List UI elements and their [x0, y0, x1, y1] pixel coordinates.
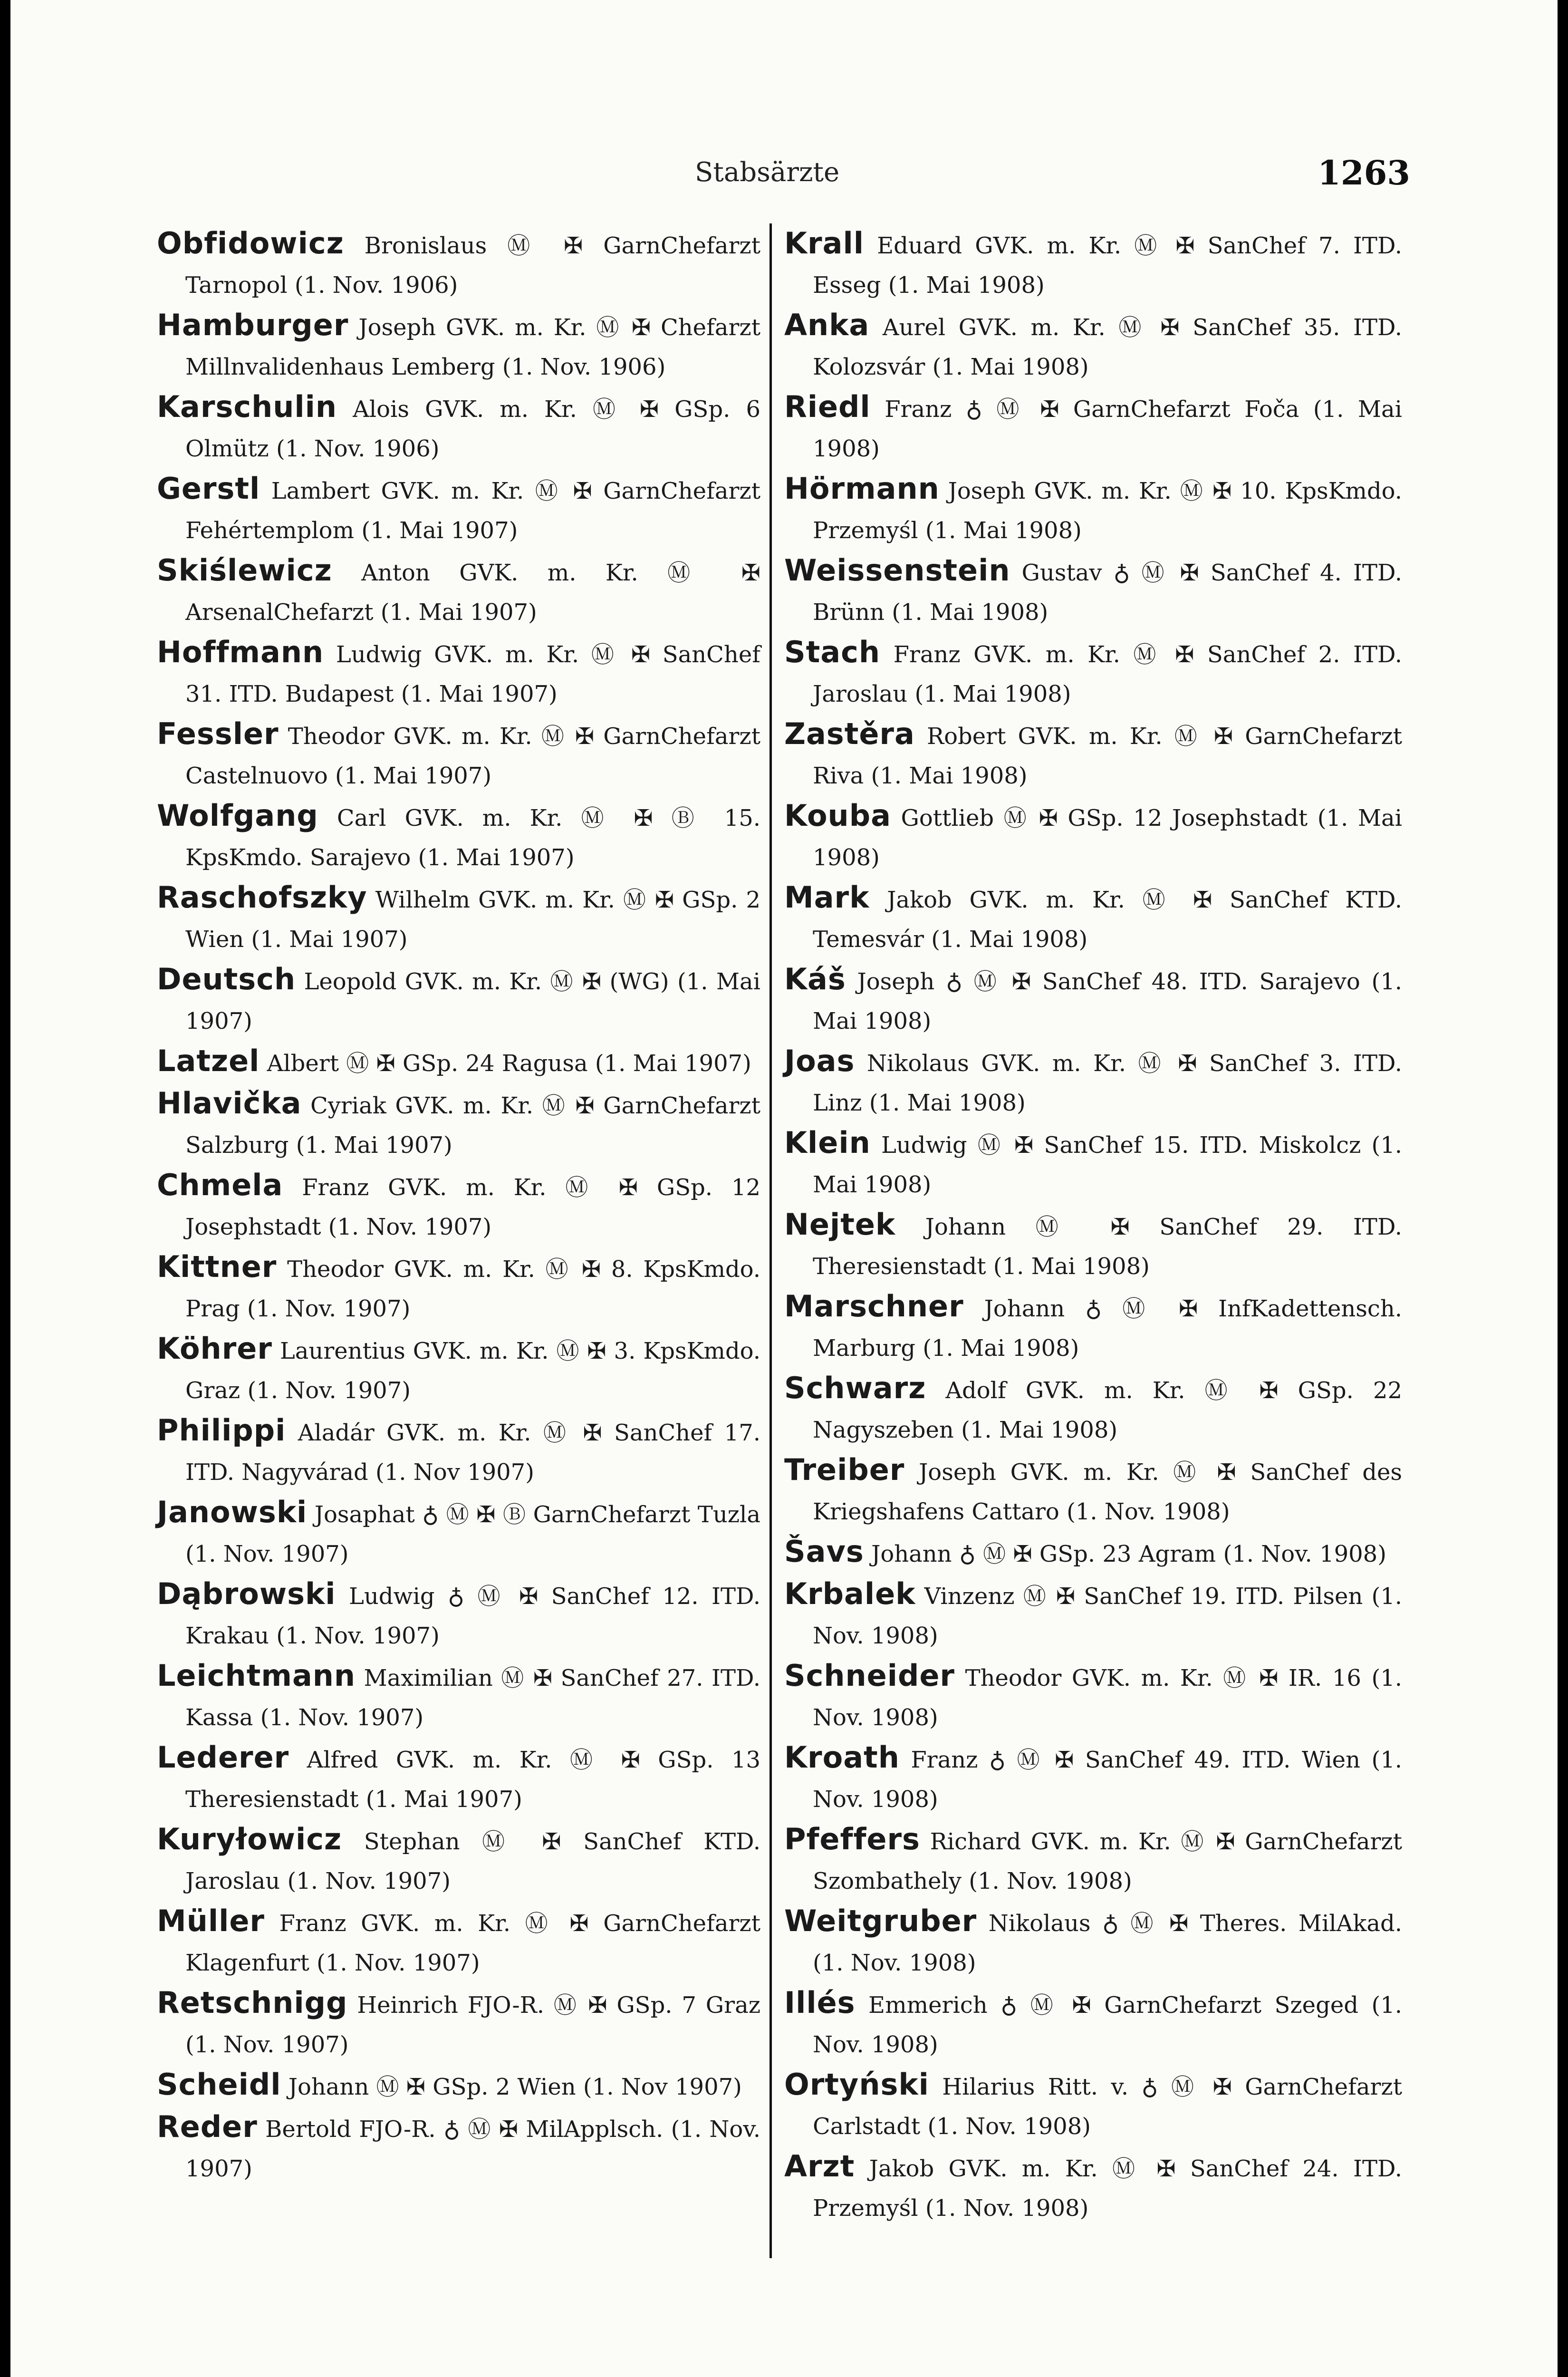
- register-entry: [157, 1329, 760, 1411]
- entry-surname: Illés: [784, 1985, 856, 2020]
- entry-details: Maximilian Ⓜ ✠ SanChef 27. ITD. Kassa (1. Nov. 1907): [185, 1665, 760, 1731]
- entry-surname: Šavs: [784, 1534, 864, 1569]
- entry-surname: Kroath: [784, 1740, 900, 1775]
- entry-surname: Weitgruber: [784, 1904, 977, 1938]
- register-entry: [157, 1247, 760, 1329]
- entry-details: Eduard GVK. m. Kr. Ⓜ ✠ SanChef 7. ITD. Esseg (1. Mai 1908): [813, 232, 1402, 299]
- scan-edge-right: [1558, 0, 1568, 2377]
- entry-details: Franz GVK. m. Kr. Ⓜ ✠ SanChef 2. ITD. Jaroslau (1. Mai 1908): [813, 641, 1402, 707]
- entry-details: Laurentius GVK. m. Kr. Ⓜ ✠ 3. KpsKmdo. Graz (1. Nov. 1907): [185, 1338, 760, 1404]
- entry-details: Aladár GVK. m. Kr. Ⓜ ✠ SanChef 17. ITD. Nagyvárad (1. Nov 1907): [185, 1420, 760, 1486]
- page-number: 1263: [1318, 153, 1410, 193]
- register-entry: [784, 714, 1402, 796]
- entry-details: Anton GVK. m. Kr. Ⓜ ✠ ArsenalChefarzt (1. Mai 1907): [185, 560, 760, 626]
- entry-surname: Retschnigg: [157, 1985, 348, 2020]
- register-entry: [784, 469, 1402, 551]
- register-entry: [784, 551, 1402, 632]
- entry-details: Johann ♁ Ⓜ ✠ InfKadettensch. Marburg (1. Mai 1908): [813, 1295, 1402, 1362]
- column-divider: [770, 223, 772, 2258]
- entry-surname: Hlavička: [157, 1086, 302, 1121]
- entry-details: Gottlieb Ⓜ ✠ GSp. 12 Josephstadt (1. Mai 1908): [813, 805, 1402, 871]
- entry-details: Jakob GVK. m. Kr. Ⓜ ✠ SanChef KTD. Temesvár (1. Mai 1908): [813, 887, 1402, 953]
- register-entry: [157, 1492, 760, 1574]
- register-entry: [157, 1411, 760, 1492]
- register-entry: [784, 2065, 1402, 2146]
- register-entry: [157, 959, 760, 1041]
- register-entry: [784, 1286, 1402, 1368]
- entry-surname: Krall: [784, 226, 864, 261]
- entry-surname: Hörmann: [784, 471, 940, 506]
- entry-surname: Ortyński: [784, 2067, 929, 2102]
- entry-details: Theodor GVK. m. Kr. Ⓜ ✠ GarnChefarzt Castelnuovo (1. Mai 1907): [185, 723, 760, 789]
- entry-details: Carl GVK. m. Kr. Ⓜ ✠ Ⓑ 15. KpsKmdo. Sarajevo (1. Mai 1907): [185, 805, 760, 871]
- entry-surname: Kouba: [784, 798, 891, 833]
- entry-surname: Skiślewicz: [157, 553, 332, 588]
- entry-details: Joseph GVK. m. Kr. Ⓜ ✠ 10. KpsKmdo. Przemyśl (1. Mai 1908): [813, 478, 1402, 544]
- entry-details: Joseph GVK. m. Kr. Ⓜ ✠ Chefarzt Millnvalidenhaus Lemberg (1. Nov. 1906): [185, 314, 760, 380]
- register-entry: [157, 878, 760, 959]
- entry-surname: Dąbrowski: [157, 1576, 336, 1611]
- entry-details: Bronislaus Ⓜ ✠ GarnChefarzt Tarnopol (1. Nov. 1906): [185, 232, 760, 299]
- entry-details: Franz GVK. m. Kr. Ⓜ ✠ GarnChefarzt Klagenfurt (1. Nov. 1907): [185, 1910, 760, 1976]
- register-entry: [157, 551, 760, 632]
- entry-surname: Hoffmann: [157, 635, 324, 669]
- register-entry: [157, 1165, 760, 1247]
- entry-details: Franz ♁ Ⓜ ✠ SanChef 49. ITD. Wien (1. Nov. 1908): [813, 1747, 1402, 1813]
- register-entry: [784, 1901, 1402, 1983]
- register-entry: [784, 387, 1402, 469]
- entry-surname: Anka: [784, 308, 870, 342]
- entry-details: Ludwig ♁ Ⓜ ✠ SanChef 12. ITD. Krakau (1. Nov. 1907): [185, 1583, 760, 1649]
- entry-details: Heinrich FJO-R. Ⓜ ✠ GSp. 7 Graz (1. Nov. 1907): [185, 1992, 760, 2058]
- entry-surname: Deutsch: [157, 962, 296, 996]
- entry-details: Hilarius Ritt. v. ♁ Ⓜ ✠ GarnChefarzt Carlstadt (1. Nov. 1908): [813, 2074, 1402, 2140]
- register-entry: [784, 959, 1402, 1041]
- register-entry: [784, 1123, 1402, 1205]
- entry-details: Robert GVK. m. Kr. Ⓜ ✠ GarnChefarzt Riva (1. Mai 1908): [813, 723, 1402, 789]
- entry-surname: Weissenstein: [784, 553, 1010, 588]
- register-entry: [157, 1041, 760, 1083]
- entry-details: Franz ♁ Ⓜ ✠ GarnChefarzt Foča (1. Mai 1908): [813, 396, 1402, 462]
- entry-surname: Mark: [784, 880, 870, 915]
- entry-details: Cyriak GVK. m. Kr. Ⓜ ✠ GarnChefarzt Salzburg (1. Mai 1907): [185, 1092, 760, 1159]
- register-entry: [157, 469, 760, 551]
- entry-details: Stephan Ⓜ ✠ SanChef KTD. Jaroslau (1. Nov. 1907): [185, 1828, 760, 1894]
- entry-surname: Kuryłowicz: [157, 1822, 342, 1856]
- entry-surname: Schwarz: [784, 1371, 926, 1405]
- register-entry: [784, 1532, 1402, 1574]
- entry-details: Johann Ⓜ ✠ SanChef 29. ITD. Theresienstadt (1. Mai 1908): [813, 1214, 1402, 1280]
- entry-details: Gustav ♁ Ⓜ ✠ SanChef 4. ITD. Brünn (1. Mai 1908): [813, 560, 1402, 626]
- register-entry: [157, 1083, 760, 1165]
- entry-details: Alois GVK. m. Kr. Ⓜ ✠ GSp. 6 Olmütz (1. Nov. 1906): [185, 396, 760, 462]
- entry-surname: Leichtmann: [157, 1658, 356, 1693]
- entry-surname: Káš: [784, 962, 846, 996]
- entry-details: Theodor GVK. m. Kr. Ⓜ ✠ 8. KpsKmdo. Prag (1. Nov. 1907): [185, 1256, 760, 1322]
- register-entry: [784, 1205, 1402, 1286]
- entry-details: Aurel GVK. m. Kr. Ⓜ ✠ SanChef 35. ITD. Kolozsvár (1. Mai 1908): [813, 314, 1402, 380]
- register-entry: [157, 632, 760, 714]
- entry-surname: Joas: [784, 1044, 855, 1078]
- register-entry: [784, 1041, 1402, 1123]
- register-entry: [784, 1450, 1402, 1532]
- register-entry: [157, 1656, 760, 1738]
- entry-surname: Hamburger: [157, 308, 349, 342]
- register-entry: [784, 1368, 1402, 1450]
- register-entry: [784, 305, 1402, 387]
- entry-surname: Arzt: [784, 2149, 855, 2184]
- entry-details: Johann Ⓜ ✠ GSp. 2 Wien (1. Nov 1907): [288, 2074, 742, 2100]
- entry-surname: Treiber: [784, 1452, 905, 1487]
- register-entry: [784, 1574, 1402, 1656]
- entry-surname: Chmela: [157, 1168, 283, 1202]
- register-entry: [157, 1738, 760, 1819]
- entry-surname: Wolfgang: [157, 798, 318, 833]
- register-entry: [784, 1656, 1402, 1738]
- entry-details: Theodor GVK. m. Kr. Ⓜ ✠ IR. 16 (1. Nov. 1908): [813, 1665, 1402, 1731]
- entry-surname: Nejtek: [784, 1207, 896, 1242]
- entry-surname: Janowski: [157, 1495, 308, 1529]
- left-column: [157, 223, 760, 2189]
- entry-surname: Fessler: [157, 716, 279, 751]
- entry-surname: Krbalek: [784, 1576, 916, 1611]
- register-entry: [157, 1819, 760, 1901]
- register-entry: [157, 796, 760, 878]
- register-entry: [784, 1983, 1402, 2065]
- page-header: [10, 153, 1558, 195]
- right-column: [784, 223, 1402, 2228]
- register-entry: [157, 387, 760, 469]
- entry-details: Ludwig GVK. m. Kr. Ⓜ ✠ SanChef 31. ITD. Budapest (1. Mai 1907): [185, 641, 760, 707]
- entry-surname: Philippi: [157, 1413, 286, 1448]
- entry-details: Adolf GVK. m. Kr. Ⓜ ✠ GSp. 22 Nagyszeben (1. Mai 1908): [813, 1377, 1402, 1443]
- register-entry: [157, 1983, 760, 2065]
- entry-surname: Reder: [157, 2109, 258, 2144]
- entry-details: Leopold GVK. m. Kr. Ⓜ ✠ (WG) (1. Mai 1907): [185, 968, 760, 1034]
- register-entry: [784, 796, 1402, 878]
- entry-surname: Stach: [784, 635, 881, 669]
- register-entry: [784, 2146, 1402, 2228]
- register-entry: [784, 632, 1402, 714]
- register-entry: [157, 1901, 760, 1983]
- register-entry: [784, 223, 1402, 305]
- entry-surname: Müller: [157, 1904, 265, 1938]
- entry-details: Nikolaus GVK. m. Kr. Ⓜ ✠ SanChef 3. ITD. Linz (1. Mai 1908): [813, 1050, 1402, 1116]
- entry-surname: Marschner: [784, 1289, 964, 1324]
- entry-details: Richard GVK. m. Kr. Ⓜ ✠ GarnChefarzt Szombathely (1. Nov. 1908): [813, 1828, 1402, 1894]
- register-entry: [784, 878, 1402, 959]
- entry-details: Joseph GVK. m. Kr. Ⓜ ✠ SanChef des Kriegshafens Cattaro (1. Nov. 1908): [813, 1459, 1402, 1525]
- entry-details: Bertold FJO-R. ♁ Ⓜ ✠ MilApplsch. (1. Nov. 1907): [185, 2116, 760, 2182]
- entry-surname: Riedl: [784, 389, 871, 424]
- entry-surname: Karschulin: [157, 389, 337, 424]
- register-entry: [784, 1819, 1402, 1901]
- entry-details: Jakob GVK. m. Kr. Ⓜ ✠ SanChef 24. ITD. Przemyśl (1. Nov. 1908): [813, 2155, 1402, 2222]
- register-entry: [157, 223, 760, 305]
- running-head: Stabsärzte: [695, 157, 840, 188]
- entry-surname: Latzel: [157, 1044, 260, 1078]
- entry-surname: Klein: [784, 1125, 871, 1160]
- entry-details: Alfred GVK. m. Kr. Ⓜ ✠ GSp. 13 Theresienstadt (1. Mai 1907): [185, 1747, 760, 1813]
- entry-details: Vinzenz Ⓜ ✠ SanChef 19. ITD. Pilsen (1. Nov. 1908): [813, 1583, 1402, 1649]
- entry-surname: Kittner: [157, 1249, 277, 1284]
- entry-surname: Lederer: [157, 1740, 289, 1775]
- entry-details: Lambert GVK. m. Kr. Ⓜ ✠ GarnChefarzt Fehértemplom (1. Mai 1907): [185, 478, 760, 544]
- entry-details: Albert Ⓜ ✠ GSp. 24 Ragusa (1. Mai 1907): [267, 1050, 751, 1077]
- document-page: [10, 0, 1558, 2377]
- entry-details: Wilhelm GVK. m. Kr. Ⓜ ✠ GSp. 2 Wien (1. Mai 1907): [185, 887, 760, 953]
- entry-surname: Köhrer: [157, 1331, 272, 1366]
- register-entry: [157, 2065, 760, 2107]
- entry-details: Franz GVK. m. Kr. Ⓜ ✠ GSp. 12 Josephstadt (1. Nov. 1907): [185, 1174, 760, 1240]
- entry-details: Nikolaus ♁ Ⓜ ✠ Theres. MilAkad. (1. Nov. 1908): [813, 1910, 1402, 1976]
- entry-surname: Scheidl: [157, 2067, 281, 2102]
- register-entry: [157, 1574, 760, 1656]
- entry-surname: Schneider: [784, 1658, 955, 1693]
- entry-details: Ludwig Ⓜ ✠ SanChef 15. ITD. Miskolcz (1. Mai 1908): [813, 1132, 1402, 1198]
- scan-edge-left: [0, 0, 10, 2377]
- entry-details: Johann ♁ Ⓜ ✠ GSp. 23 Agram (1. Nov. 1908): [871, 1541, 1386, 1567]
- entry-surname: Gerstl: [157, 471, 260, 506]
- entry-surname: Zastěra: [784, 716, 915, 751]
- register-entry: [157, 2107, 760, 2189]
- entry-surname: Raschofszky: [157, 880, 367, 915]
- entry-surname: Pfeffers: [784, 1822, 920, 1856]
- entry-surname: Obfidowicz: [157, 226, 344, 261]
- entry-details: Emmerich ♁ Ⓜ ✠ GarnChefarzt Szeged (1. Nov. 1908): [813, 1992, 1402, 2058]
- register-entry: [784, 1738, 1402, 1819]
- register-entry: [157, 714, 760, 796]
- entry-details: Joseph ♁ Ⓜ ✠ SanChef 48. ITD. Sarajevo (1. Mai 1908): [813, 968, 1402, 1034]
- entry-details: Josaphat ♁ Ⓜ ✠ Ⓑ GarnChefarzt Tuzla (1. Nov. 1907): [185, 1501, 760, 1567]
- register-entry: [157, 305, 760, 387]
